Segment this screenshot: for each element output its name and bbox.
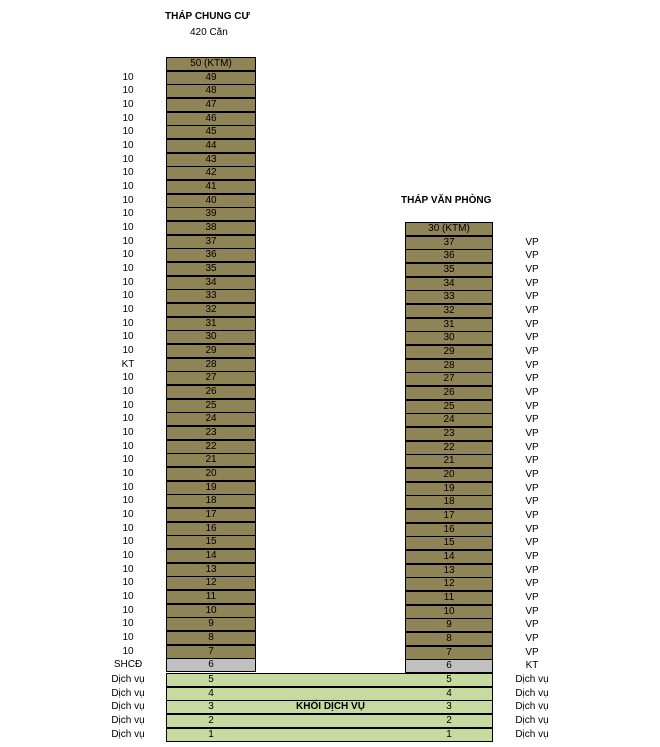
podium-floor-number-right: 4 xyxy=(446,688,452,699)
left-tower-floor-label: 10 xyxy=(122,222,134,233)
left-tower-floor-label: 10 xyxy=(122,495,134,506)
left-tower-floor-label: 10 xyxy=(122,605,134,616)
left-tower-floor: 22 xyxy=(166,440,256,454)
podium-floor-label-left: Dịch vụ xyxy=(111,674,145,685)
left-tower-floor: 14 xyxy=(166,549,256,563)
left-tower-floor: 18 xyxy=(166,494,256,508)
left-tower-floor-label: 10 xyxy=(122,536,134,547)
right-tower-floor-label: VP xyxy=(525,537,539,548)
left-tower-floor: 27 xyxy=(166,371,256,385)
right-tower-floor: 30 xyxy=(405,331,493,345)
left-tower-floor: 31 xyxy=(166,317,256,331)
right-tower-floor: 17 xyxy=(405,509,493,523)
right-tower-floor: 8 xyxy=(405,632,493,646)
right-tower-floor: 32 xyxy=(405,304,493,318)
right-tower-floor-label: VP xyxy=(525,237,539,248)
left-tower-floor: 41 xyxy=(166,180,256,194)
left-tower-floor: 8 xyxy=(166,631,256,645)
left-tower-floor-label: 10 xyxy=(122,618,134,629)
left-tower-floor-label: 10 xyxy=(122,345,134,356)
right-tower-floor-label: VP xyxy=(525,578,539,589)
right-tower-floor: 34 xyxy=(405,277,493,291)
right-tower-floor-label: VP xyxy=(525,647,539,658)
podium-floor-label-right: Dịch vụ xyxy=(515,715,549,726)
left-tower-floor: 39 xyxy=(166,207,256,221)
left-tower-floor-label: 10 xyxy=(122,181,134,192)
left-tower-floor-label: 10 xyxy=(122,126,134,137)
left-tower-floor-label: 10 xyxy=(122,331,134,342)
left-tower-floor-label: 10 xyxy=(122,263,134,274)
right-tower-floor-label: VP xyxy=(525,428,539,439)
right-tower-floor: 19 xyxy=(405,482,493,496)
left-tower-floor: 6 xyxy=(166,658,256,672)
left-tower-floor: 24 xyxy=(166,412,256,426)
right-tower-floor-label: VP xyxy=(525,469,539,480)
right-tower-floor-label: VP xyxy=(525,414,539,425)
left-tower-floor-label: 10 xyxy=(122,454,134,465)
right-tower-roof: 30 (KTM) xyxy=(405,222,493,236)
left-tower-floor-label: 10 xyxy=(122,386,134,397)
right-tower-floor-label: VP xyxy=(525,373,539,384)
right-tower-floor-label: VP xyxy=(525,619,539,630)
right-tower-floor: 33 xyxy=(405,290,493,304)
left-tower-title: THÁP CHUNG CƯ xyxy=(165,11,250,22)
left-tower-floor: 43 xyxy=(166,153,256,167)
right-tower-floor: 18 xyxy=(405,495,493,509)
right-tower-floor: 26 xyxy=(405,386,493,400)
right-tower-floor: 9 xyxy=(405,618,493,632)
right-tower-floor-label: VP xyxy=(525,510,539,521)
left-tower-floor: 33 xyxy=(166,289,256,303)
right-tower-floor: 29 xyxy=(405,345,493,359)
right-tower-floor: 11 xyxy=(405,591,493,605)
right-tower-floor: 7 xyxy=(405,646,493,660)
left-tower-floor: 13 xyxy=(166,563,256,577)
right-tower-floor-label: VP xyxy=(525,633,539,644)
left-tower-floor: 7 xyxy=(166,645,256,659)
left-tower-floor: 21 xyxy=(166,453,256,467)
right-tower-floor-label: VP xyxy=(525,565,539,576)
left-tower-floor: 38 xyxy=(166,221,256,235)
right-tower-floor: 16 xyxy=(405,523,493,537)
podium-floor-number-left: 2 xyxy=(208,715,214,726)
left-tower-floor-label: 10 xyxy=(122,72,134,83)
left-tower-floor-label: 10 xyxy=(122,113,134,124)
left-tower-floor-label: 10 xyxy=(122,482,134,493)
left-tower-floor-label: 10 xyxy=(122,277,134,288)
left-tower-floor-label: 10 xyxy=(122,290,134,301)
left-tower-floor: 25 xyxy=(166,399,256,413)
right-tower-floor-label: VP xyxy=(525,346,539,357)
right-tower-floor: 28 xyxy=(405,359,493,373)
left-tower-floor-label: 10 xyxy=(122,249,134,260)
left-tower-floor: 20 xyxy=(166,467,256,481)
left-tower-floor-label: 10 xyxy=(122,413,134,424)
left-tower-roof: 50 (KTM) xyxy=(166,57,256,71)
podium-floor-label-right: Dịch vụ xyxy=(515,674,549,685)
left-tower-floor: 26 xyxy=(166,385,256,399)
right-tower-floor: 37 xyxy=(405,236,493,250)
left-tower-floor: 16 xyxy=(166,522,256,536)
right-tower-floor-label: VP xyxy=(525,332,539,343)
left-tower-floor-label: 10 xyxy=(122,154,134,165)
right-tower-floor: 14 xyxy=(405,550,493,564)
left-tower-floor-label: 10 xyxy=(122,550,134,561)
right-tower-floor-label: VP xyxy=(525,496,539,507)
left-tower-floor-label: 10 xyxy=(122,99,134,110)
right-tower-floor: 36 xyxy=(405,249,493,263)
right-tower-floor-label: VP xyxy=(525,592,539,603)
right-tower-floor: 24 xyxy=(405,413,493,427)
podium-title: KHỐI DỊCH VỤ xyxy=(296,701,365,712)
right-tower-floor: 20 xyxy=(405,468,493,482)
left-tower-floor: 12 xyxy=(166,576,256,590)
podium-floor-number-right: 2 xyxy=(446,715,452,726)
right-tower-floor-label: VP xyxy=(525,250,539,261)
right-tower-floor-label: VP xyxy=(525,291,539,302)
left-tower-floor: 35 xyxy=(166,262,256,276)
left-tower-floor-label: 10 xyxy=(122,167,134,178)
left-tower-floor: 32 xyxy=(166,303,256,317)
left-tower-floor: 15 xyxy=(166,535,256,549)
left-tower-floor-label: 10 xyxy=(122,564,134,575)
podium-floor-number-left: 1 xyxy=(208,729,214,740)
left-tower-floor: 42 xyxy=(166,166,256,180)
right-tower-floor-label: VP xyxy=(525,483,539,494)
left-tower-floor: 46 xyxy=(166,112,256,126)
left-tower-floor-label: 10 xyxy=(122,195,134,206)
left-tower-subtitle: 420 Căn xyxy=(190,27,228,38)
left-tower-floor-label: 10 xyxy=(122,140,134,151)
left-tower-floor-label: 10 xyxy=(122,318,134,329)
podium-floor-label-right: Dịch vụ xyxy=(515,729,549,740)
right-tower-floor: 10 xyxy=(405,605,493,619)
left-tower-floor-label: 10 xyxy=(122,236,134,247)
podium-floor-label-right: Dịch vụ xyxy=(515,701,549,712)
right-tower-floor-label: VP xyxy=(525,278,539,289)
left-tower-floor-label: 10 xyxy=(122,427,134,438)
left-tower-floor: 47 xyxy=(166,98,256,112)
podium-floor-number-right: 3 xyxy=(446,701,452,712)
podium-floor-label-left: Dịch vụ xyxy=(111,688,145,699)
podium-floor-number-left: 3 xyxy=(208,701,214,712)
left-tower-floor-label: 10 xyxy=(122,646,134,657)
right-tower-floor-label: VP xyxy=(525,551,539,562)
left-tower-floor-label: 10 xyxy=(122,372,134,383)
podium-floor-label-left: Dịch vụ xyxy=(111,701,145,712)
left-tower-floor-label: 10 xyxy=(122,632,134,643)
right-tower-floor: 6 xyxy=(405,659,493,673)
left-tower-floor: 10 xyxy=(166,604,256,618)
right-tower-floor: 31 xyxy=(405,318,493,332)
left-tower-floor: 11 xyxy=(166,590,256,604)
right-tower-floor: 15 xyxy=(405,536,493,550)
right-tower-floor: 35 xyxy=(405,263,493,277)
right-tower-floor-label: VP xyxy=(525,305,539,316)
podium-floor-number-right: 5 xyxy=(446,674,452,685)
right-tower-floor-label: VP xyxy=(525,264,539,275)
left-tower-floor: 28 xyxy=(166,358,256,372)
podium-floor-number-left: 5 xyxy=(208,674,214,685)
right-tower-floor: 23 xyxy=(405,427,493,441)
left-tower-floor: 40 xyxy=(166,194,256,208)
right-tower-floor-label: VP xyxy=(525,442,539,453)
right-tower-floor-label: VP xyxy=(525,360,539,371)
right-tower-floor: 22 xyxy=(405,441,493,455)
right-tower-floor: 21 xyxy=(405,454,493,468)
left-tower-floor: 48 xyxy=(166,84,256,98)
left-tower-floor: 37 xyxy=(166,235,256,249)
right-tower-title: THÁP VĂN PHÒNG xyxy=(401,195,492,206)
left-tower-floor: 29 xyxy=(166,344,256,358)
right-tower-floor-label: VP xyxy=(525,319,539,330)
left-tower-floor-label: 10 xyxy=(122,400,134,411)
podium-floor-label-left: Dịch vụ xyxy=(111,715,145,726)
left-tower-floor-label: 10 xyxy=(122,208,134,219)
left-tower-floor-label: 10 xyxy=(122,304,134,315)
left-tower-floor: 23 xyxy=(166,426,256,440)
left-tower-floor-label: 10 xyxy=(122,523,134,534)
left-tower-floor: 34 xyxy=(166,276,256,290)
left-tower-floor-label: 10 xyxy=(122,509,134,520)
right-tower-floor: 27 xyxy=(405,372,493,386)
left-tower-floor: 36 xyxy=(166,248,256,262)
right-tower-floor-label: VP xyxy=(525,401,539,412)
right-tower-floor-label: VP xyxy=(525,455,539,466)
right-tower-floor: 12 xyxy=(405,577,493,591)
left-tower-floor: 9 xyxy=(166,617,256,631)
left-tower-floor-label: 10 xyxy=(122,441,134,452)
podium-floor-label-right: Dịch vụ xyxy=(515,688,549,699)
left-tower-floor: 45 xyxy=(166,125,256,139)
right-tower-floor-label: VP xyxy=(525,524,539,535)
left-tower-floor: 17 xyxy=(166,508,256,522)
right-tower-floor: 13 xyxy=(405,564,493,578)
left-tower-floor: 49 xyxy=(166,71,256,85)
left-tower-floor-label: KT xyxy=(121,359,135,370)
left-tower-floor-label: 10 xyxy=(122,468,134,479)
right-tower-floor: 25 xyxy=(405,400,493,414)
left-tower-floor-label: SHCĐ xyxy=(113,659,143,670)
left-tower-floor: 30 xyxy=(166,330,256,344)
left-tower-floor-label: 10 xyxy=(122,85,134,96)
podium-floor-number-right: 1 xyxy=(446,729,452,740)
left-tower-floor-label: 10 xyxy=(122,591,134,602)
right-tower-floor-label: KT xyxy=(525,660,539,671)
left-tower-floor: 44 xyxy=(166,139,256,153)
left-tower-floor-label: 10 xyxy=(122,577,134,588)
right-tower-floor-label: VP xyxy=(525,606,539,617)
right-tower-floor-label: VP xyxy=(525,387,539,398)
podium-floor-label-left: Dịch vụ xyxy=(111,729,145,740)
podium-floor-number-left: 4 xyxy=(208,688,214,699)
left-tower-floor: 19 xyxy=(166,481,256,495)
